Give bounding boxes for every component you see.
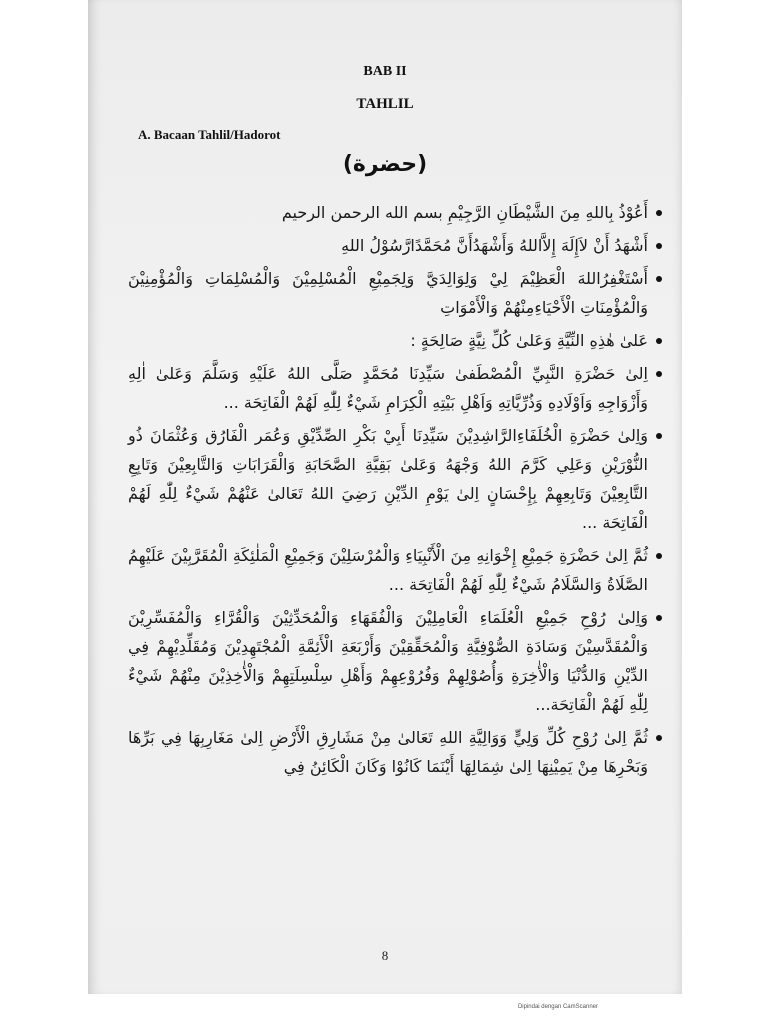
- bullet-icon: [656, 276, 662, 282]
- bullet-icon: [656, 735, 662, 741]
- page-number: 8: [381, 948, 389, 963]
- bullet-icon: [656, 371, 662, 377]
- prayer-text: أَشْهَدُ أَنْ لاَإِلَهَ إِلاَّاللهُ وَأَشْهَدُأَنَّ مُحَمَّدًارَّسُوْلُ اللهِ: [341, 236, 648, 255]
- bullet-icon: [656, 433, 662, 439]
- prayer-text: عَلىٰ هٰذِهِ النِّيَّةِ وَعَلىٰ كُلِّ نِيَّةٍ صَالِحَةٍ :: [410, 331, 648, 350]
- prayer-item: [128, 198, 662, 227]
- prayer-text: وَاِلىٰ حَضْرَةِ الْخُلَفَاءِالرَّاشِدِيْنَ سَيِّدِنَا أَبِيْ بَكْرِ الصِّدِّيْقِ وَعُمَر الْفَارُق وَعُثْمَانَ ذُو النُّوْرَيْنِ وَعَلِي كَرَّمَ اللهُ وَجْهَهُ وَعَلىٰ بَقِيَّةِ الصَّحَابَةِ وَالْقَرَابَاتِ وَالتَّابِعِيْنَ وَتَابِعِ التَّابِعِيْنَ وَتَابِعِهِمْ بِإِحْسَانٍ اِلىٰ يَوْمِ الدِّيْنِ رَضِيَ اللهُ تَعَالىٰ عَنْهُمْ شَيْءٌ لِلّٰهِ لَهُمْ الْفَاتِحَة ...: [128, 426, 648, 532]
- prayer-item: [128, 359, 662, 417]
- document-page: [88, 0, 682, 994]
- prayer-item: [128, 264, 662, 322]
- prayer-item: [128, 326, 662, 355]
- chapter-title: TAHLIL: [356, 96, 414, 112]
- prayer-item: [128, 723, 662, 781]
- prayer-text: اِلىٰ حَضْرَةِ النَّبِيِّ الْمُصْطَفىٰ سَيِّدِنَا مُحَمَّدٍ صَلَّى اللهُ عَلَيْهِ وَسَلَّمَ وَعَلىٰ اٰلِهِ وَأَزْوَاجِهِ وَاَوْلَادِهِ وَذُرِّيَّاتِهِ وَاَهْلِ بَيْتِهِ الْكِرَامِ شَيْءٌ لِلّٰهِ لَهُمْ الْفَاتِحَة ...: [128, 364, 648, 412]
- prayer-item: [128, 421, 662, 537]
- bullet-icon: [656, 243, 662, 249]
- prayer-list: [128, 198, 662, 785]
- bullet-icon: [656, 338, 662, 344]
- prayer-text: أَسْتَغْفِرُاللهَ الْعَظِيْمَ لِيْ وَلِوَالِدَيَّ وَلِجَمِيْعِ الْمُسْلِمِيْنَ وَالْمُسْلِمَاتِ وَالْمُؤْمِنِيْنَ وَالْمُؤْمِنَاتِ الْأَحْيَاءِمِنْهُمْ وَالْأَمْوَاتِ: [128, 269, 648, 317]
- prayer-item: [128, 541, 662, 599]
- prayer-text: ثُمَّ اِلىٰ رُوْحِ كُلِّ وَلِيٍّ وَوَالِيَّةِ اللهِ تَعَالىٰ مِنْ مَشَارِقِ الْأَرْضِ اِلىٰ مَغَارِبِهَا فِي بَرِّهَا وَبَحْرِهَا مِنْ يَمِيْنِهَا اِلىٰ شِمَالِهَا أَيْنَمَا كَانُوْا وَكَانَ الْكَائِنُ فِي: [128, 728, 648, 776]
- prayer-item: [128, 603, 662, 719]
- scanner-watermark: Dipindai dengan CamScanner: [517, 1004, 598, 1010]
- arabic-section-title: (حضرة): [342, 152, 428, 177]
- bullet-icon: [656, 615, 662, 621]
- prayer-text: ثُمَّ اِلىٰ حَضْرَةِ جَمِيْعِ إِخْوَانِهِ مِنَ الْأَنْبِيَاءِ وَالْمُرْسَلِيْنَ وَجَمِيْعِ الْمَلٰئِكَةِ الْمُقَرَّبِيْنَ عَلَيْهِمُ الصَّلَاةُ وَالسَّلَامُ شَيْءٌ لِلّٰهِ لَهُمْ الْفَاتِحَة ...: [128, 546, 648, 594]
- bullet-icon: [656, 210, 662, 216]
- prayer-text: وَاِلىٰ رُوْحِ جَمِيْعِ الْعُلَمَاءِ الْعَامِلِيْنَ وَالْفُقَهَاءِ وَالْمُحَدِّثِيْنَ وَالْقُرَّاءِ وَالْمُفَسِّرِيْنَ وَالْمُقَدَّسِيْنَ وَسَادَةِ الصُّوْفِيَّةِ وَالْمُحَقِّقِيْنَ وَأَرْبَعَةِ الْأَئِمَّةِ الْمُجْتَهِدِيْنَ وَمُقَلِّدِيْهِمْ فِي الدِّيْنِ وَالدُّنْيَا وَالْأٰخِرَةِ وَأُصُوْلِهِمْ وَفُرُوْعِهِمْ وَأَهْلِ سِلْسِلَتِهِمْ وَالْأٰخِذِيْنَ مِنْهُمْ شَيْءٌ لِلّٰهِ لَهُمْ الْفَاتِحَة...: [128, 608, 648, 714]
- prayer-item: [128, 231, 662, 260]
- chapter-label: BAB II: [363, 64, 407, 79]
- bullet-icon: [656, 553, 662, 559]
- prayer-text: أَعُوْذُ بِاللهِ مِنَ الشَّيْطَانِ الرَّجِيْمِ بسم الله الرحمن الرحيم: [281, 203, 648, 222]
- section-heading: A. Bacaan Tahlil/Hadorot: [138, 127, 281, 142]
